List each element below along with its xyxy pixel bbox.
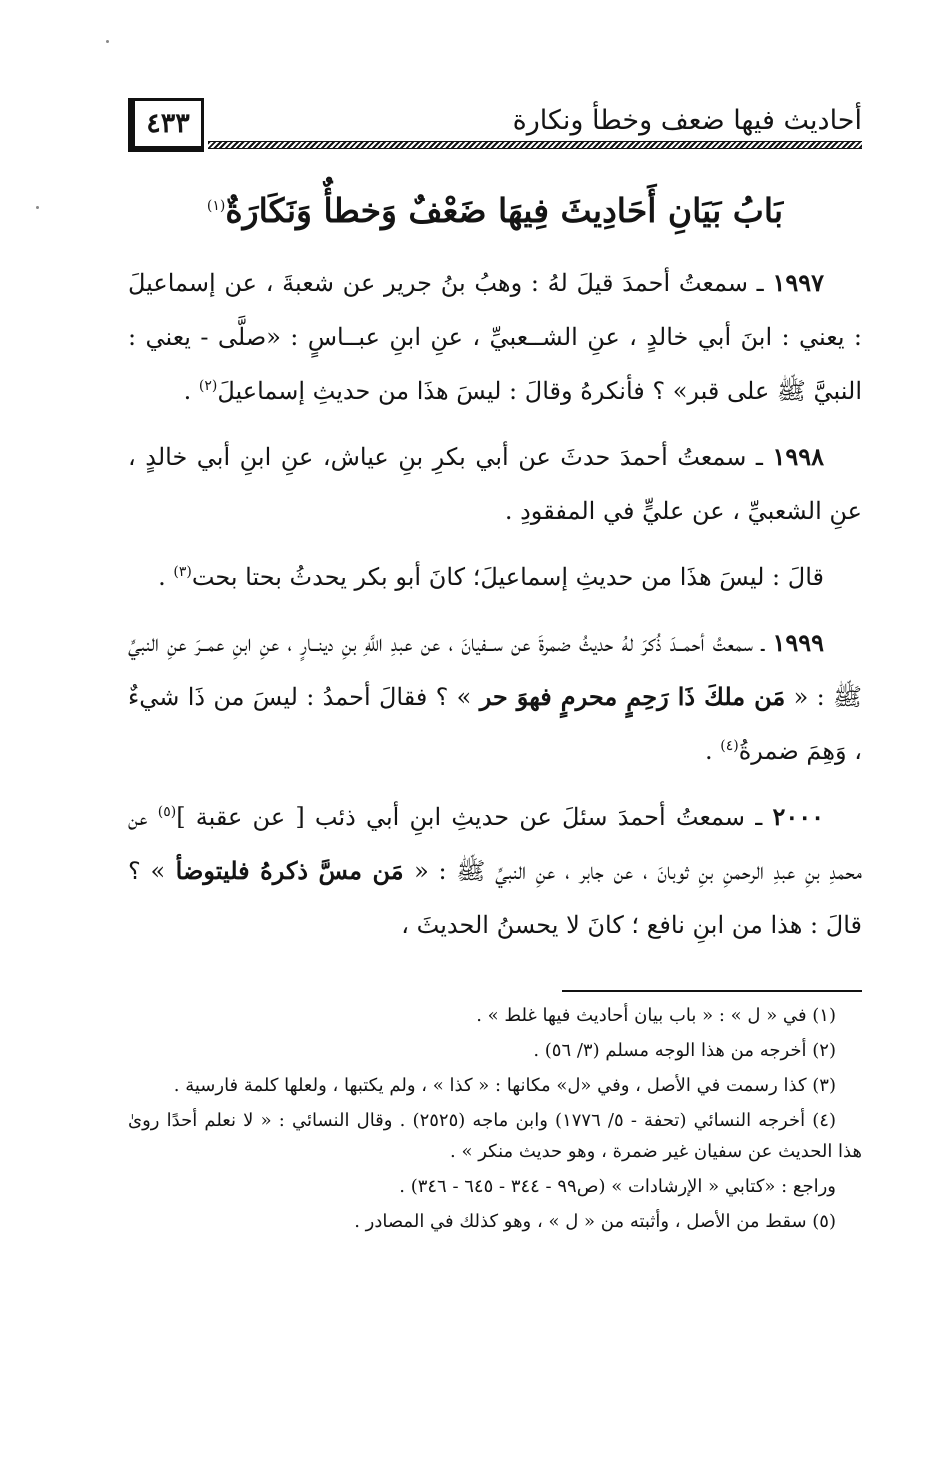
hadith-text-cont: عن محمدِ بنِ عبدِ الرحمنِ بنِ ثوبانَ ، عن جابر ، عنِ النبيِّ ﷺ : « <box>128 803 863 885</box>
footnotes <box>128 990 862 1241</box>
running-title: أحاديث فيها ضعف وخطأ ونكارة <box>512 105 862 136</box>
hadith-matn: مَن ملكَ ذَا رَحِمٍ محرمٍ فهوَ حر <box>479 682 786 711</box>
hadith-text: ـ سمعتُ أحمدَ قيلَ لهُ : وهبُ بنُ جرير عن شعبةَ ، عن إسماعيلَ : يعني : ابنَ أبي خالدٍ ، عنِ الشــعبيِّ ، عنِ ابنِ عبــاسٍ : «صلَّى - يعني : النبيَّ ﷺ على قبر» ؟ فأنكرهُ وقالَ : ليسَ هذَا من حديثِ إسماعيلَ <box>128 269 862 405</box>
header-rule <box>208 141 862 149</box>
scan-speck <box>106 40 109 43</box>
hadith-text-end: . <box>704 737 721 765</box>
comment-text: قالَ : ليسَ هذَا من حديثِ إسماعيلَ؛ كانَ أبو بكر يحدثُ بحتا بحت <box>191 563 824 591</box>
footnote-list <box>128 1000 862 1237</box>
footnote-3: (٣) كذا رسمت في الأصل ، وفي «ل» مكانها : « كذا » ، ولم يكتبها ، ولعلها كلمة فارسية . <box>173 1075 836 1096</box>
hadith-1998 <box>128 430 862 538</box>
footnote-4-continued: وراجع : «كتابي « الإرشادات » (ص٩٩ - ٣٤٤ - ٦٤٥ - ٣٤٦) . <box>399 1176 836 1197</box>
footnote-ref: (٥) <box>157 804 177 820</box>
hadith-number: ١٩٩٨ <box>772 442 824 471</box>
footnote-1: (١) في « ل » : « باب بيان أحاديث فيها غلط » . <box>476 1005 836 1026</box>
footnote-ref: (٢) <box>198 378 218 394</box>
hadith-number: ٢٠٠٠ <box>772 802 824 831</box>
hadith-number: ١٩٩٩ <box>772 628 824 657</box>
hadith-text-end: » ؟ قالَ : هذا من ابنِ نافع ؛ كانَ لا يحسنُ الحديثَ ، <box>128 857 862 939</box>
page-number: ٤٣٣ <box>128 98 204 152</box>
footnote-ref: (١) <box>206 198 226 214</box>
hadith-1999 <box>128 616 862 778</box>
comment-text-end: . <box>158 563 174 591</box>
hadith-text-end: . <box>183 377 199 405</box>
footnote-4: (٤) أخرجه النسائي (تحفة - ٥/ ١٧٧٦) وابن ماجه (٢٥٢٥) . وقال النسائي : « لا نعلم أحدًا روىٰ هذا الحديث عن سفيان غير ضمرة ، وهو حديث منكر » . <box>128 1110 862 1162</box>
footnote-rule <box>562 990 862 992</box>
page-header <box>128 98 862 156</box>
footnote-ref: (٣) <box>173 564 192 580</box>
hadith-1998-comment <box>128 550 862 604</box>
footnote-5: (٥) سقط من الأصل ، وأثبته من « ل » ، وهو كذلك في المصادر . <box>354 1211 836 1232</box>
chapter-heading <box>128 183 862 239</box>
hadith-text: ـ سمعتُ أحمدَ حدثَ عن أبي بكرِ بنِ عياش، عنِ ابنِ أبي خالدٍ ، عنِ الشعبيِّ ، عن عليٍّ في المفقودِ . <box>128 443 862 525</box>
footnote-ref: (٤) <box>720 738 739 754</box>
scan-speck <box>36 206 39 209</box>
hadith-text: ـ سمعتُ أحمــدَ ذُكرَ لهُ حديثُ ضمرةَ عن ســفيانَ ، عن عبدِ اللَّهِ بنِ دينــارٍ ، عنِ ابنِ عمــرَ عنِ النبيِّ ﷺ : « <box>128 629 862 711</box>
footnote-2: (٢) أخرجه من هذا الوجه مسلم (٣/ ٥٦) . <box>533 1040 836 1061</box>
hadith-1997 <box>128 256 862 418</box>
main-text <box>128 256 862 964</box>
hadith-2000 <box>128 790 862 952</box>
hadith-text-cont: » ؟ فقالَ أحمدُ : ليسَ من ذَا شيءٌ ، وَهِمَ ضمرةُ <box>128 683 862 765</box>
chapter-title: بَابُ بَيَانِ أَحَادِيثَ فِيهَا ضَعْفٌ وَخطأٌ وَنَكَارَةٌ <box>225 191 784 230</box>
hadith-text: ـ سمعتُ أحمدَ سئلَ عن حديثِ ابنِ أبي ذئب [ عن عقبة ] <box>176 803 763 831</box>
hadith-matn: مَن مسَّ ذكرهُ فليتوضأ <box>165 856 415 885</box>
hadith-number: ١٩٩٧ <box>772 268 824 297</box>
